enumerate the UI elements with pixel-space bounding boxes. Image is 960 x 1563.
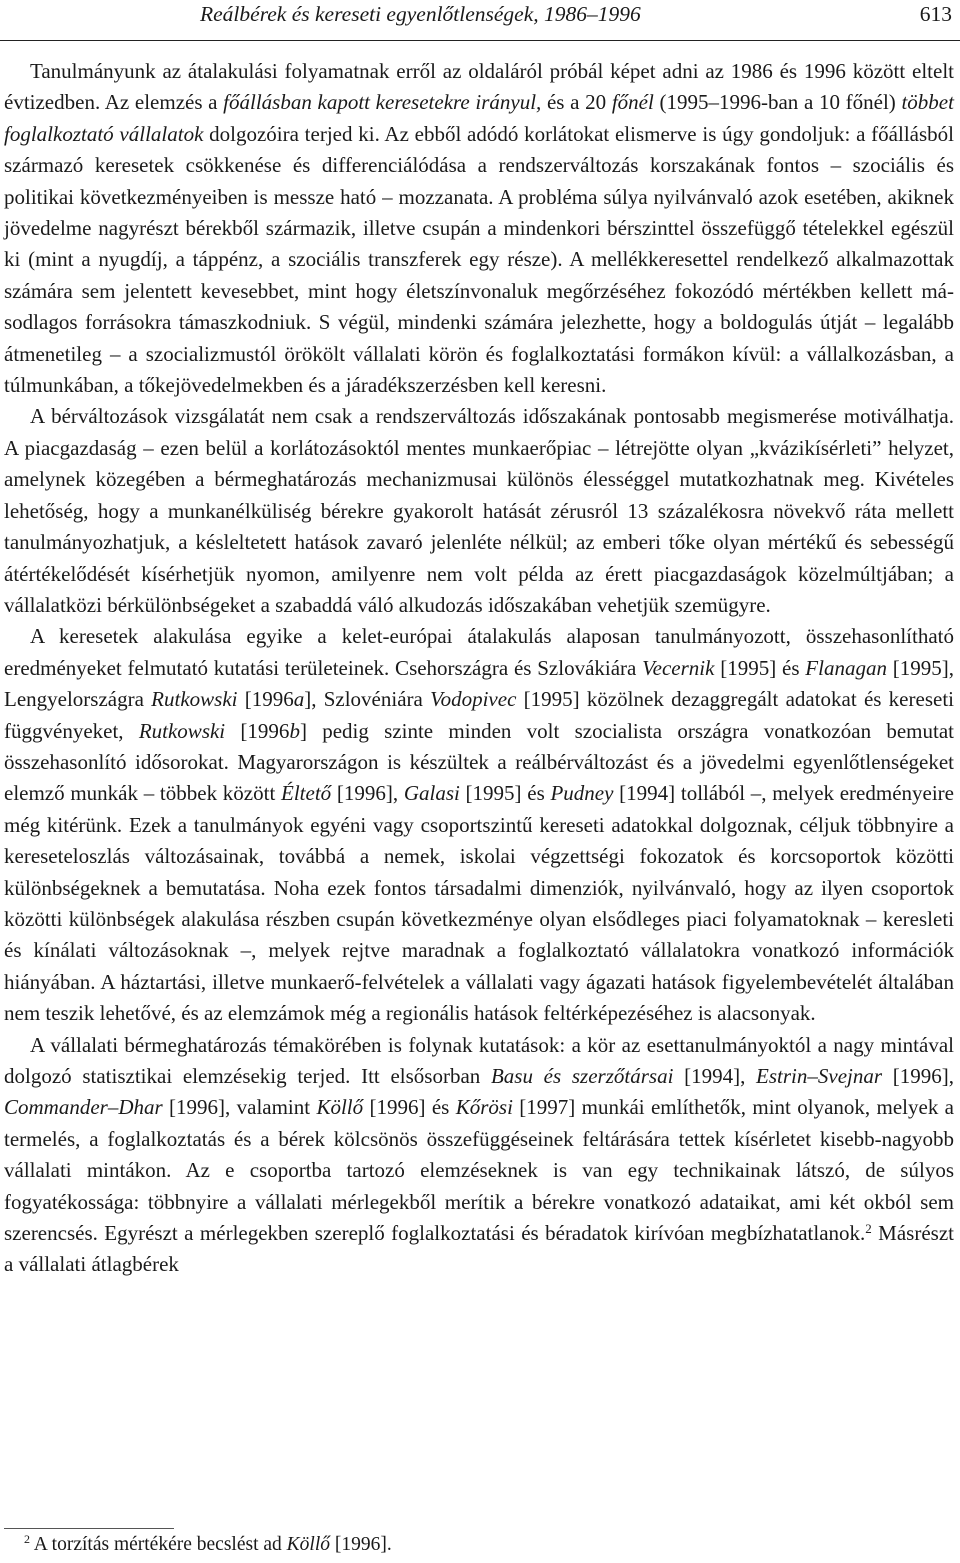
footnote [24, 1534, 392, 1556]
paragraph [4, 401, 954, 621]
italic-run: főnél [611, 90, 654, 115]
text-run: A vállalati bérmeghatározás témakörében is folynak kutatások: a kör az esettanulmányoktól a nagy mintával dolgozó statisztikai elemzésekig terjed. Itt elsősorban [4, 1032, 954, 1088]
footnote-ref: 2 [865, 1221, 872, 1237]
text-run: [1996], valamint [162, 1095, 317, 1120]
italic-run: Flanagan [805, 655, 887, 680]
italic-run: Basu és szerzőtársai [490, 1064, 674, 1088]
text-run: [1994], [673, 1064, 757, 1088]
italic-run: Pudney [550, 781, 614, 806]
running-header [0, 0, 960, 41]
italic-run: többet foglalkoztató vállalatok [4, 90, 954, 146]
text-run: ] pedig szinte minden volt szocialista országra vonatkozóan bemutat összehasonlító idősorokat. Magyarországon is készültek a reálbérváltozást és a jövedelmi egyenlőtlenségeket elemző munkák – többek között [4, 718, 954, 806]
text-run: [1996], [882, 1064, 954, 1088]
text-run: Tanulmányunk az átalakulási folyamatnak erről az oldaláról próbál képet adni az 1986 és 1996 között eltelt évtizedben. Az elemzés a [4, 59, 954, 115]
italic-run: Vodopivec [430, 687, 517, 712]
italic-run: Rutkowski [138, 718, 226, 743]
text-run: [1995] és [714, 655, 806, 680]
text-run: [1995] közölnek dezaggregált adatokat és kereseti függvényeket, [4, 687, 954, 743]
footnote-text: A torzítás mértékére becslést ad [30, 1534, 287, 1555]
text-run: (1995–1996-ban a 10 főnél) [653, 90, 902, 115]
text-run: és a 20 [541, 90, 612, 115]
text-run: [1995], Lengyelországra [4, 655, 954, 712]
footnote-text-end: [1996]. [330, 1534, 392, 1555]
text-run: [1994] tollából –, melyek eredményeire még kitérünk. Ezek a tanulmányok egyéni vagy csoportszintű kereseti adatokkal dolgoznak, céljuk többnyire a kereseteloszlás változásainak, továbbá a nemek, iskolai végzettségi fokozatok és korcsoportok közötti különbségeknek a bemutatása. Noha ezek fontos társadalmi dimenziók, nyilvánvaló, hogy az ilyen csoportok közötti különbségek alakulása részben csupán következménye olyan elsődleges piaci folyamatoknak – keresleti és kínálati változásoknak –, melyek rejtve maradnak a foglalkoztató vállalatokra vonatkozó információk hiányában. A háztartási, illetve munkaerő-felvételek a vállalati vagy ágazati hatások figyelembevételét általában nem teszik lehetővé, és az elemzámok még a regionális hatások feltérképezéséhez is alacsonyak. [4, 781, 954, 1026]
running-title: Reálbérek és kereseti egyenlőtlenségek, 1986–1996 [200, 2, 641, 26]
text-run: [1996 [237, 687, 294, 712]
text-run: [1996 [225, 718, 290, 743]
italic-run: Kőrösi [455, 1095, 513, 1120]
footnote-author: Köllő [286, 1534, 330, 1555]
text-run: dolgozóira terjed ki. Az ebből adódó korlátokat elismerve is úgy gondoljuk: a főállásból származó keresetek csökkenése és differenciálódása a rendszerváltozás korszakának fontos – szociális és politikai következményeiben is messze ható – mozzanata. A probléma súlya nyilvánvaló azok esetében, akiknek jövedelme nagyrészt bérekből származik, illetve csupán a mindenkori bérszinttel összefüggő tételekkel egészül ki (mint a nyugdíj, a táppénz, a szociális transzferek egy része). A mellékkeresettel rendelkező alkalmazottak számára sem jelentett kevesebbet, mint hogy életszínvonaluk megőrzéséhez fokozódó mértékben kellett másodlagos forrásokra támaszkodniuk. S végül, mindenki számára jelezhette, hogy a boldogulás útját – legalább átmenetileg – a szocializmustól örökölt vállalati körön és foglalkoztatási formákon kívül: a vállalkozásban, a túlmunkában, a tőkejövedelmekben és a járadékszerzésben kell keresni. [4, 121, 954, 398]
italic-run: b [289, 718, 300, 743]
italic-run: Galasi [403, 781, 460, 806]
text-run: [1997] munkái említhetők, mint olyanok, melyek a termelés, a foglalkoztatás és a bérek kölcsönös összefüggéseinek feltárására tettek kísérletet kisebb-nagyobb vállalati mintákon. Az e csoportba tartozó elemzéseknek is van egy technikainak látszó, de súlyos fogyatékossága: többnyire a vállalati mérlegekből merítik a bérekre vonatkozó adataikat, ami két okból sem szerencsés. Egyrészt a mérlegekben szereplő foglalkoztatási és béradatok kirívóan megbízhatatlanok. [4, 1095, 954, 1246]
footnote-rule [4, 1528, 174, 1529]
paragraph [4, 1030, 954, 1281]
text-run: [1996], [331, 781, 404, 806]
paragraph [4, 621, 954, 1029]
italic-run: Köllő [316, 1095, 364, 1120]
text-run: Másrészt a vállalati átlagbérek [4, 1221, 954, 1277]
paragraph [4, 56, 954, 401]
italic-run: Estrin–Svejnar [756, 1064, 883, 1088]
italic-run: Éltető [281, 781, 332, 806]
italic-run: főállásban kapott keresetekre irányul, [223, 90, 542, 115]
text-run: [1995] és [459, 781, 551, 806]
text-run: [1996] és [363, 1095, 456, 1120]
italic-run: Vecernik [642, 655, 715, 680]
italic-run: Rutkowski [151, 687, 238, 712]
italic-run: Commander–Dhar [4, 1095, 163, 1120]
footnote-marker: 2 [24, 1532, 30, 1546]
page-number: 613 [919, 2, 952, 26]
body-text [4, 56, 954, 1281]
text-run: A bérváltozások vizsgálatát nem csak a rendszerváltozás időszakának pontosabb megismerése motiválhatja. A piacgazdaság – ezen belül a korlátozásoktól mentes munkaerőpiac – létrejötte olyan „kvázikísérleti” helyzet, amelynek közegében a bérmeghatározás mechanizmusai különös élességgel mutatkozhatnak meg. Kivételes lehetőség, hogy a munkanélküliség bérekre gyakorolt hatását zérusról 13 százalékosra növekvő ráta mellett tanulmányozhatjuk, a késleltetett hatások zavaró jelenléte nélkül; az emberi tőke olyan mértékű és sebességű átértékelődését kísérhetjük nyomon, amilyenre nem volt példa az érett piacgazdaságok közelmúltjában; a vállalatközi bérkülönbségeket a szabaddá váló alkudozás időszakában vehetjük szemügyre. [4, 404, 954, 617]
text-run: ], Szlovéniára [304, 687, 431, 712]
text-run: A keresetek alakulása egyike a kelet-európai átalakulás alaposan tanulmányozott, összehasonlítható eredményeket felmutató kutatási területeinek. Csehországra és Szlovákiára [4, 624, 954, 680]
italic-run: a [293, 687, 305, 712]
